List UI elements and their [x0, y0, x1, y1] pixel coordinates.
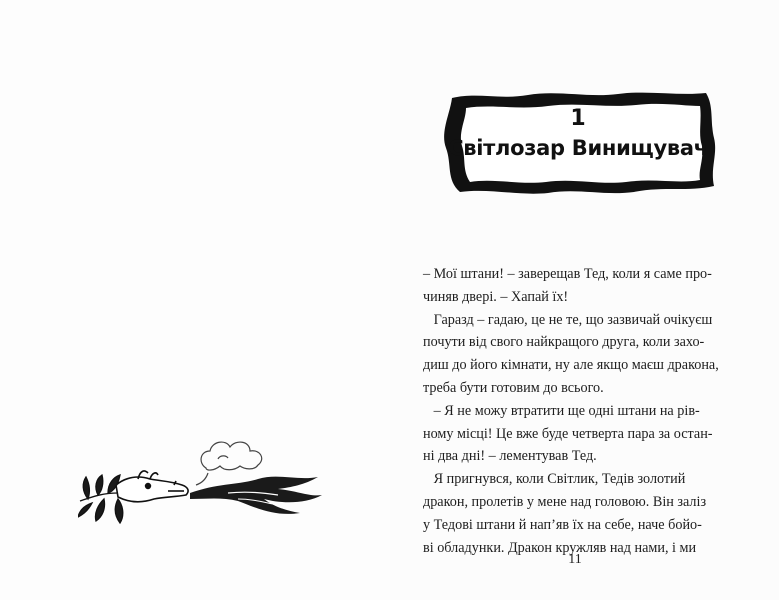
chapter-body-text — [423, 263, 731, 559]
page-number: 11 — [568, 552, 582, 567]
text-line: – Я не можу втратити ще одні штани на рів- — [423, 402, 700, 419]
text-line: ному місці! Це вже буде четверта пара за остан- — [423, 425, 713, 442]
text-line: треба бути готовим до всього. — [423, 379, 604, 396]
chapter-title: Світлозар Винищувач — [448, 136, 708, 160]
text-line: Гаразд – гадаю, це не те, що зазвичай очікуєш — [423, 311, 713, 328]
text-line: диш до його кімнати, ну але якщо маєш дракона, — [423, 357, 719, 374]
text-line: чиняв двері. – Хапай їх! — [423, 288, 569, 305]
text-line: у Тедові штани й нап’яв їх на себе, наче бойо- — [423, 516, 702, 533]
text-line: почути від свого найкращого друга, коли захо- — [423, 334, 705, 351]
text-line: ні два дні! – лементував Тед. — [423, 448, 597, 465]
dragon-breathing-smoke-icon — [78, 433, 326, 528]
text-line: Я пригнувся, коли Світлик, Тедів золотий — [423, 471, 686, 488]
chapter-heading-plaque — [438, 88, 718, 198]
text-line: ві обладунки. Дракон кружляв над нами, і ми — [423, 539, 697, 556]
chapter-number: 1 — [570, 106, 586, 131]
text-line: – Мої штани! – заверещав Тед, коли я саме про- — [423, 266, 712, 282]
text-line: дракон, пролетів у мене над головою. Він заліз — [423, 493, 707, 510]
